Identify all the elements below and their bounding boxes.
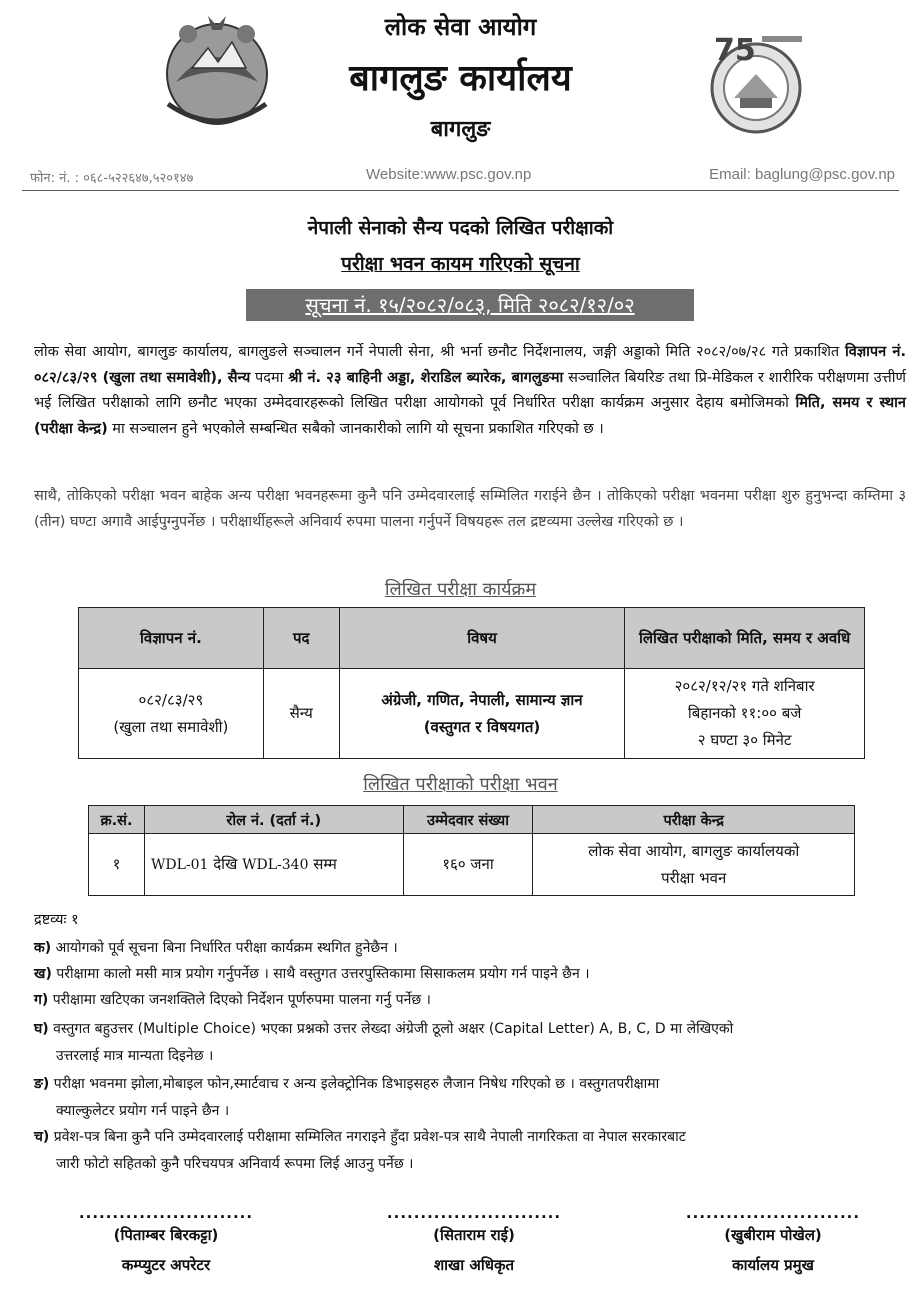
signature-line: ..........................	[78, 1204, 254, 1222]
note-item: ग) परीक्षामा खटिएका जनशक्तिले दिएको निर्देशन पूर्णरुपमा पालना गर्नु पर्नेछ ।	[34, 992, 431, 1008]
contact-phone: फोन: नं. : ०६८-५२२६४७,५२०१४७	[30, 171, 194, 186]
datetime-cell: २०८२/१२/२१ गते शनिबार बिहानको ११:०० बजे २ घण्टा ३० मिनेट	[625, 669, 865, 759]
svg-text:75: 75	[714, 33, 756, 68]
date-time-place: मिति, समय र स्थान (परीक्षा केन्द्र)	[34, 395, 906, 437]
contact-website: Website:www.psc.gov.np	[366, 166, 532, 183]
schedule-section-title: लिखित परीक्षा कार्यक्रम	[384, 579, 537, 600]
signature-block	[66, 1206, 266, 1280]
exam-center-table	[88, 805, 855, 896]
schedule-table	[78, 607, 865, 759]
signature-block	[673, 1206, 873, 1280]
note-item: क) आयोगको पूर्व सूचना बिना निर्धारित परीक्षा कार्यक्रम स्थगित हुनेछैन ।	[34, 940, 398, 956]
note-item: ख) परीक्षामा कालो मसी मात्र प्रयोग गर्नुपर्नेछ । साथै वस्तुगत उत्तरपुस्तिकामा सिसाकलम प्रयोग गर्न पाइने छैन ।	[34, 966, 590, 982]
signature-block	[374, 1206, 574, 1280]
post-cell: सैन्य	[263, 669, 339, 759]
column-header: विज्ञापन नं.	[79, 608, 264, 669]
column-header: क्र.सं.	[89, 806, 145, 834]
candidate-count-cell: १६० जना	[403, 834, 533, 896]
column-header: विषय	[339, 608, 625, 669]
roll-range-cell: WDL-01 देखि WDL-340 सम्म	[144, 834, 403, 896]
signature-line: ..........................	[386, 1204, 562, 1222]
instructions-paragraph: साथै, तोकिएको परीक्षा भवन बाहेक अन्य परीक्षा भवनहरूमा कुनै पनि उम्मेदवारलाई सम्मिलित गराईने छैन । तोकिएको परीक्षा भवनमा परीक्षा शुरु हुनुभन्दा कम्तिमा ३ (तीन) घण्टा अगावै आईपुग्नुपर्नेछ । परीक्षार्थीहरूले अनिवार्य रुपमा पालना गर्नुपर्ने विषयहरू तल द्रष्टव्यमा उल्लेख गरिएको छ ।	[34, 488, 906, 530]
signature-line: ..........................	[685, 1204, 861, 1222]
table-header-row	[89, 806, 855, 834]
header-divider	[22, 190, 899, 191]
notes-heading: द्रष्टव्यः १	[34, 912, 79, 928]
org-name: लोक सेवा आयोग	[384, 13, 537, 41]
note-item: ङ) परीक्षा भवनमा झोला,मोबाइल फोन,स्मार्टवाच र अन्य इलेक्ट्रोनिक डिभाइसहरु लैजान निषेध गरिएको छ । वस्तुगतपरीक्षामा क्याल्कुलेटर प्रयोग गर्न पाइने छैन ।	[34, 1076, 660, 1119]
signatory-name: (सिताराम राई)	[433, 1226, 515, 1244]
signatory-title: शाखा अधिकृत	[433, 1256, 515, 1274]
table-row	[79, 669, 865, 759]
ad-number-cell: ०८२/८३/२९ (खुला तथा समावेशी)	[79, 669, 264, 759]
column-header: परीक्षा केन्द्र	[533, 806, 855, 834]
column-header: उम्मेदवार संख्या	[403, 806, 533, 834]
subject-cell: अंग्रेजी, गणित, नेपाली, सामान्य ज्ञान (वस्तुगत र विषयगत)	[339, 669, 625, 759]
signatory-title: कम्प्युटर अपरेटर	[121, 1256, 211, 1274]
notice-number-bar: सूचना नं. १५/२०८२/०८३, मिति २०८२/१२/०२	[246, 289, 694, 321]
signatory-name: (खुबीराम पोखेल)	[724, 1226, 822, 1244]
column-header: रोल नं. (दर्ता नं.)	[144, 806, 403, 834]
column-header: लिखित परीक्षाको मिति, समय र अवधि	[625, 608, 865, 669]
office-name: बागलुङ कार्यालय	[349, 58, 572, 99]
serial-cell: १	[89, 834, 145, 896]
signatory-title: कार्यालय प्रमुख	[732, 1256, 814, 1274]
notice-title: नेपाली सेनाको सैन्य पदको लिखित परीक्षाको	[307, 217, 614, 239]
column-header: पद	[263, 608, 339, 669]
venue-reference: श्री नं. २३ बाहिनी अड्डा, शेराडिल ब्यारेक, बागलुङमा	[288, 369, 564, 386]
center-section-title: लिखित परीक्षाको परीक्षा भवन	[363, 774, 558, 795]
note-item: घ) वस्तुगत बहुउत्तर (Multiple Choice) भएका प्रश्नको उत्तर लेख्दा अंग्रेजी ठूलो अक्षर (Capital Letter) A, B, C, D मा लेखिएको उत्तरलाई मात्र मान्यता दिइनेछ ।	[34, 1021, 734, 1064]
notice-subtitle: परीक्षा भवन कायम गरिएको सूचना	[341, 253, 580, 275]
contact-email: Email: baglung@psc.gov.np	[709, 166, 895, 183]
signatory-name: (पिताम्बर बिरकट्टा)	[113, 1226, 219, 1244]
ad-reference: विज्ञापन नं. ०८२/८३/२९ (खुला तथा समावेशी), सैन्य	[34, 344, 906, 386]
exam-center-cell: लोक सेवा आयोग, बागलुङ कार्यालयको परीक्षा भवन	[533, 834, 855, 896]
office-location: बागलुङ	[430, 117, 491, 142]
note-item: च) प्रवेश-पत्र बिना कुनै पनि उम्मेदवारलाई परीक्षामा सम्मिलित नगराइने हुँदा प्रवेश-पत्र साथै नेपाली नागरिकता वा नेपाल सरकारबाट जारी फोटो सहितको कुनै परिचयपत्र अनिवार्य रूपमा लिई आउनु पर्नेछ ।	[34, 1129, 686, 1172]
intro-paragraph: लोक सेवा आयोग, बागलुङ कार्यालय, बागलुङले सञ्चालन गर्ने नेपाली सेना, श्री भर्ना छनौट निर्देशनालय, जङ्गी अड्डाको मिति २०८२/०७/२८ गते प्रकाशित विज्ञापन नं. ०८२/८३/२९ (खुला तथा समावेशी), सैन्य पदमा श्री नं. २३ बाहिनी अड्डा, शेराडिल ब्यारेक, बागलुङमा सञ्चालित बियरिङ तथा प्रि-मेडिकल र शारीरिक परीक्षणमा उत्तीर्ण भई लिखित परीक्षाको लागि छनौट भएका उम्मेदवारहरूको लिखित परीक्षा आयोगको पूर्व निर्धारित परीक्षा कार्यक्रम अनुसार देहाय बमोजिमको मिति, समय र स्थान (परीक्षा केन्द्र) मा सञ्चालन हुने भएकोले सम्बन्धित सबैको जानकारीको लागि यो सूचना प्रकाशित गरिएको छ ।	[34, 344, 906, 437]
table-row	[89, 834, 855, 896]
table-header-row	[79, 608, 865, 669]
